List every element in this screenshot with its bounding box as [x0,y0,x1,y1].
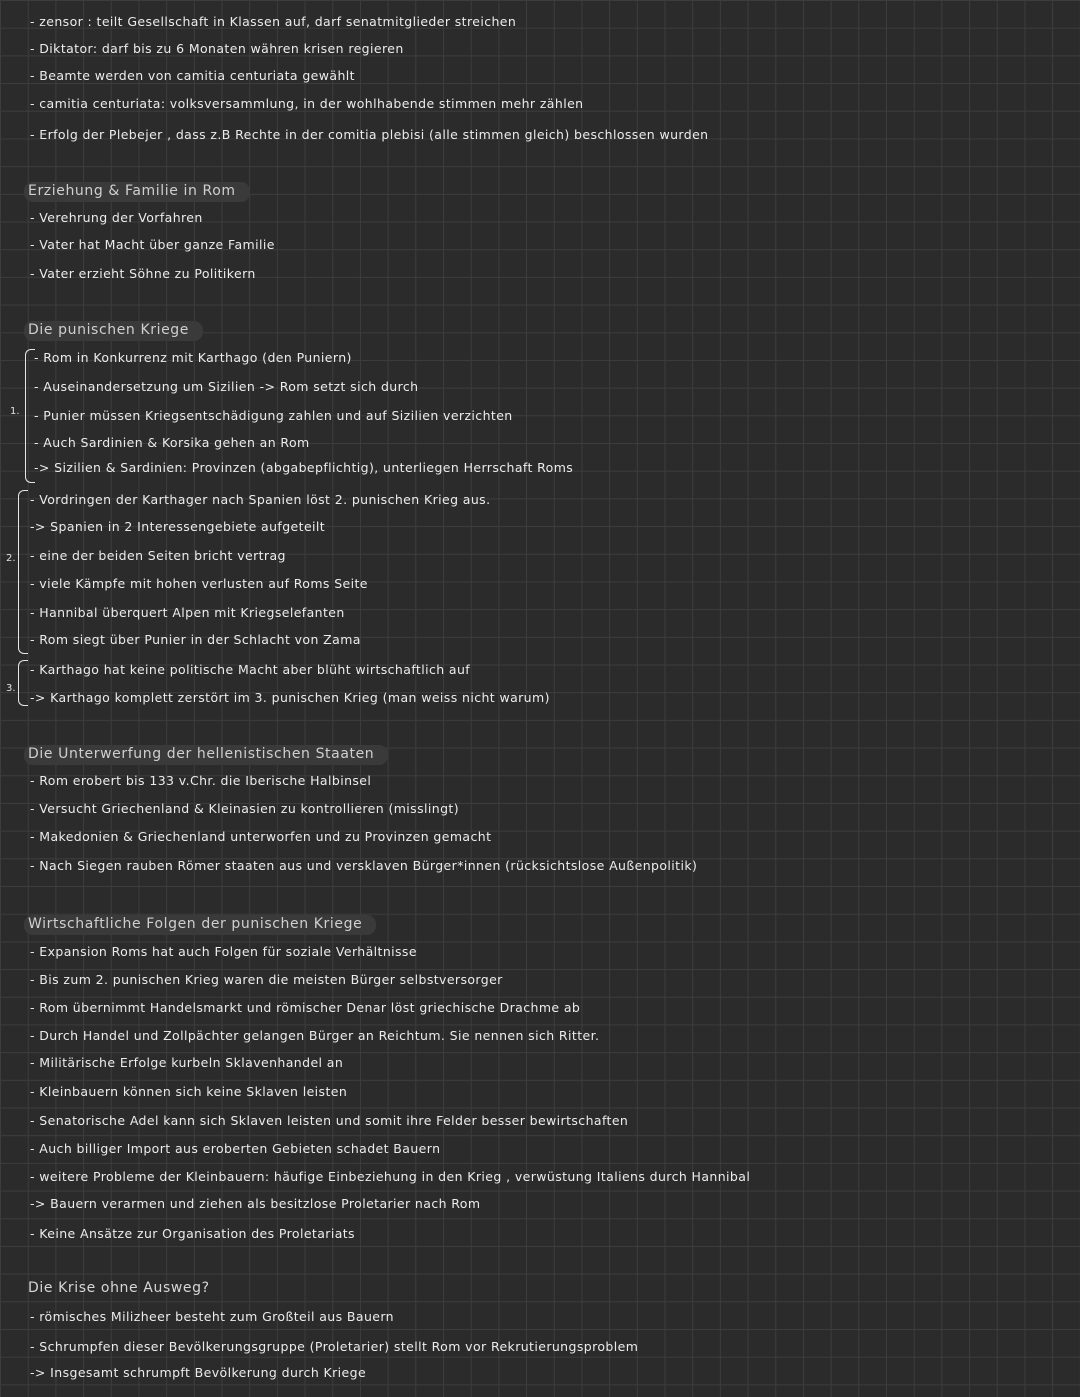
marker-war-1: 1. [10,406,20,417]
marker-war-3: 3. [6,683,16,694]
intro-line: - Diktator: darf bis zu 6 Monaten währen krisen regieren [30,41,404,56]
intro-line: - Beamte werden von camitia centuriata gewählt [30,68,355,83]
heading-hellenistische-staaten: Die Unterwerfung der hellenistischen Staaten [24,745,388,765]
wirtschaft-line: - Durch Handel und Zollpächter gelangen Bürger an Reichtum. Sie nennen sich Ritter. [30,1028,600,1043]
punisch-line: - Hannibal überquert Alpen mit Kriegselefanten [30,605,345,620]
hellen-line: - Nach Siegen rauben Römer staaten aus und versklaven Bürger*innen (rücksichtslose Außenpolitik) [30,858,698,873]
hellen-line: - Makedonien & Griechenland unterworfen und zu Provinzen gemacht [30,829,492,844]
wirtschaft-line: - Expansion Roms hat auch Folgen für soziale Verhältnisse [30,944,417,959]
punisch-line: - viele Kämpfe mit hohen verlusten auf Roms Seite [30,576,368,591]
hellen-line: - Versucht Griechenland & Kleinasien zu kontrollieren (misslingt) [30,801,459,816]
familie-line: - Vater erzieht Söhne zu Politikern [30,266,256,281]
heading-punische-kriege: Die punischen Kriege [24,321,203,341]
krise-line: - römisches Milizheer besteht zum Großteil aus Bauern [30,1309,395,1324]
punisch-line: -> Spanien in 2 Interessengebiete aufgeteilt [30,519,326,534]
punisch-line: - Rom in Konkurrenz mit Karthago (den Puniern) [34,350,352,365]
punisch-line: - Punier müssen Kriegsentschädigung zahlen und auf Sizilien verzichten [34,408,513,423]
wirtschaft-line: - Rom übernimmt Handelsmarkt und römischer Denar löst griechische Drachme ab [30,1000,581,1015]
intro-line: - zensor : teilt Gesellschaft in Klassen auf, darf senatmitglieder streichen [30,14,517,29]
heading-krise: Die Krise ohne Ausweg? [28,1280,210,1296]
wirtschaft-line: - Senatorische Adel kann sich Sklaven leisten und somit ihre Felder besser bewirtschaften [30,1113,629,1128]
krise-line: -> Insgesamt schrumpft Bevölkerung durch Kriege [30,1365,367,1380]
familie-line: - Verehrung der Vorfahren [30,210,203,225]
wirtschaft-line: - Militärische Erfolge kurbeln Sklavenhandel an [30,1055,344,1070]
intro-line: - camitia centuriata: volksversammlung, in der wohlhabende stimmen mehr zählen [30,96,584,111]
wirtschaft-line: -> Bauern verarmen und ziehen als besitzlose Proletarier nach Rom [30,1196,481,1211]
punisch-line: - Vordringen der Karthager nach Spanien löst 2. punischen Krieg aus. [30,492,491,507]
punisch-line: - Rom siegt über Punier in der Schlacht von Zama [30,632,361,647]
bracket-war-3 [18,660,28,706]
marker-war-2: 2. [6,553,16,564]
bracket-war-2 [18,490,28,654]
punisch-line: - Auseinandersetzung um Sizilien -> Rom setzt sich durch [34,379,419,394]
wirtschaft-line: - Kleinbauern können sich keine Sklaven leisten [30,1084,348,1099]
heading-familie: Erziehung & Familie in Rom [24,182,250,202]
familie-line: - Vater hat Macht über ganze Familie [30,237,275,252]
wirtschaft-line: - weitere Probleme der Kleinbauern: häufige Einbeziehung in den Krieg , verwüstung Italiens durch Hannibal [30,1169,751,1184]
punisch-line: -> Karthago komplett zerstört im 3. punischen Krieg (man weiss nicht warum) [30,690,550,705]
wirtschaft-line: - Keine Ansätze zur Organisation des Proletariats [30,1226,355,1241]
krise-line: - Schrumpfen dieser Bevölkerungsgruppe (Proletarier) stellt Rom vor Rekrutierungsproblem [30,1339,639,1354]
intro-line: - Erfolg der Plebejer , dass z.B Rechte in der comitia plebisi (alle stimmen gleich) beschlossen wurden [30,127,709,142]
hellen-line: - Rom erobert bis 133 v.Chr. die Iberische Halbinsel [30,773,372,788]
heading-wirtschaftliche-folgen: Wirtschaftliche Folgen der punischen Kriege [24,915,376,935]
punisch-line: - Karthago hat keine politische Macht aber blüht wirtschaftlich auf [30,662,471,677]
punisch-line: - Auch Sardinien & Korsika gehen an Rom [34,435,310,450]
wirtschaft-line: - Auch billiger Import aus eroberten Gebieten schadet Bauern [30,1141,441,1156]
punisch-line: -> Sizilien & Sardinien: Provinzen (abgabepflichtig), unterliegen Herrschaft Roms [34,460,574,475]
wirtschaft-line: - Bis zum 2. punischen Krieg waren die meisten Bürger selbstversorger [30,972,503,987]
punisch-line: - eine der beiden Seiten bricht vertrag [30,548,286,563]
